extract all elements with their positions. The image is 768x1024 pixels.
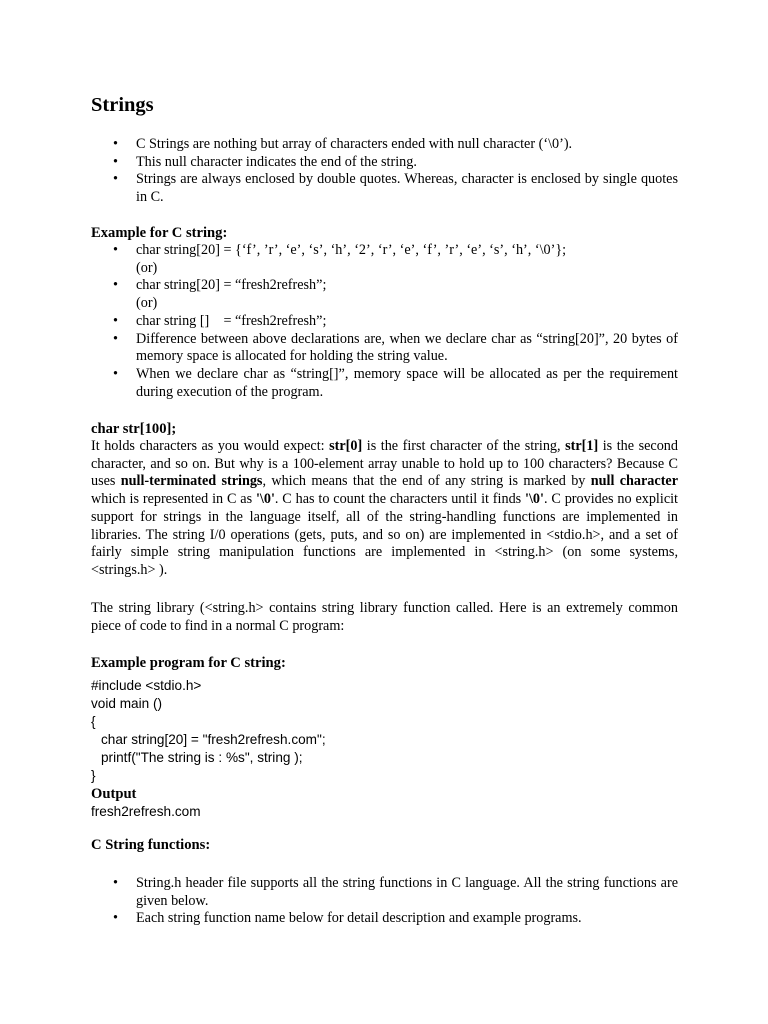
or-separator: (or) xyxy=(136,295,158,312)
code-block xyxy=(91,677,678,785)
example-heading: Example for C string: xyxy=(91,225,228,241)
list-item: • When we declare char as “string[]”, memory space will be allocated as per the requirement during execution of the program. xyxy=(113,365,678,400)
output-value: fresh2refresh.com xyxy=(91,804,201,819)
list-item: • Difference between above declarations are, when we declare char as “string[20]”, 20 bytes of memory space is allocated for holding the string value. xyxy=(113,330,678,365)
code-line: void main () xyxy=(91,696,163,711)
intro-bullet-list xyxy=(91,136,678,207)
bullet-icon: • xyxy=(113,910,118,927)
char-array-heading: char str[100]; xyxy=(91,421,177,437)
bullet-icon: • xyxy=(113,365,118,382)
list-item: • This null character indicates the end of the string. xyxy=(113,153,417,170)
string-library-paragraph: The string library (<string.h> contains string library function called. Here is an extremely common piece of code to find in a normal C program: xyxy=(91,600,678,634)
list-item: • char string[20] = {‘f’, ’r’, ‘e’, ‘s’, ‘h’, ‘2’, ‘r’, ‘e’, ‘f’, ’r’, ‘e’, ‘s’, ‘h’, ‘\0’}; xyxy=(113,242,567,258)
bullet-icon: • xyxy=(113,277,118,294)
bullet-icon: • xyxy=(113,153,118,170)
code-line: printf("The string is : %s", string ); xyxy=(101,750,303,765)
bullet-icon: • xyxy=(113,242,118,258)
list-item: • char string [] = “fresh2refresh”; xyxy=(113,312,327,329)
bullet-icon: • xyxy=(113,875,118,891)
list-item: • Strings are always enclosed by double quotes. Whereas, character is enclosed by single quotes in C. xyxy=(113,171,678,206)
bullet-icon: • xyxy=(113,330,118,347)
page-title: Strings xyxy=(91,94,154,116)
functions-bullet-list xyxy=(91,875,678,928)
or-separator: (or) xyxy=(136,259,158,276)
code-line: #include <stdio.h> xyxy=(91,678,202,693)
char-array-paragraph: It holds characters as you would expect: str[0] is the first character of the string, str[1] is the second character, and so on. But why is a 100-element array unable to hold up to 100 characters? Because C uses null-terminated strings, which means that the end of any string is marked by null character which is represented in C as '\0'. C has to count the characters until it finds '\0'. C provides no explicit support for strings in the language itself, all of the string-handling functions are implemented in libraries. The string I/0 operations (gets, puts, and so on) are implemented in <stdio.h>, and a set of fairly simple string manipulation functions are implemented in <string.h> (on some systems, <strings.h> ). xyxy=(91,438,679,578)
example-bullet-list xyxy=(91,242,678,401)
bullet-icon: • xyxy=(113,171,118,188)
functions-heading: C String functions: xyxy=(91,837,211,853)
code-line: char string[20] = "fresh2refresh.com"; xyxy=(101,732,326,747)
program-heading: Example program for C string: xyxy=(91,655,286,671)
bullet-icon: • xyxy=(113,312,118,329)
code-line: } xyxy=(91,768,96,783)
list-item: • C Strings are nothing but array of characters ended with null character (‘\0’). xyxy=(113,136,573,152)
list-item: • Each string function name below for detail description and example programs. xyxy=(113,910,582,927)
list-item: • char string[20] = “fresh2refresh”; xyxy=(113,277,327,294)
output-label: Output xyxy=(91,786,137,802)
list-item: • String.h header file supports all the string functions in C language. All the string functions are given below. xyxy=(113,875,678,909)
code-line: { xyxy=(91,714,96,729)
bullet-icon: • xyxy=(113,136,118,152)
